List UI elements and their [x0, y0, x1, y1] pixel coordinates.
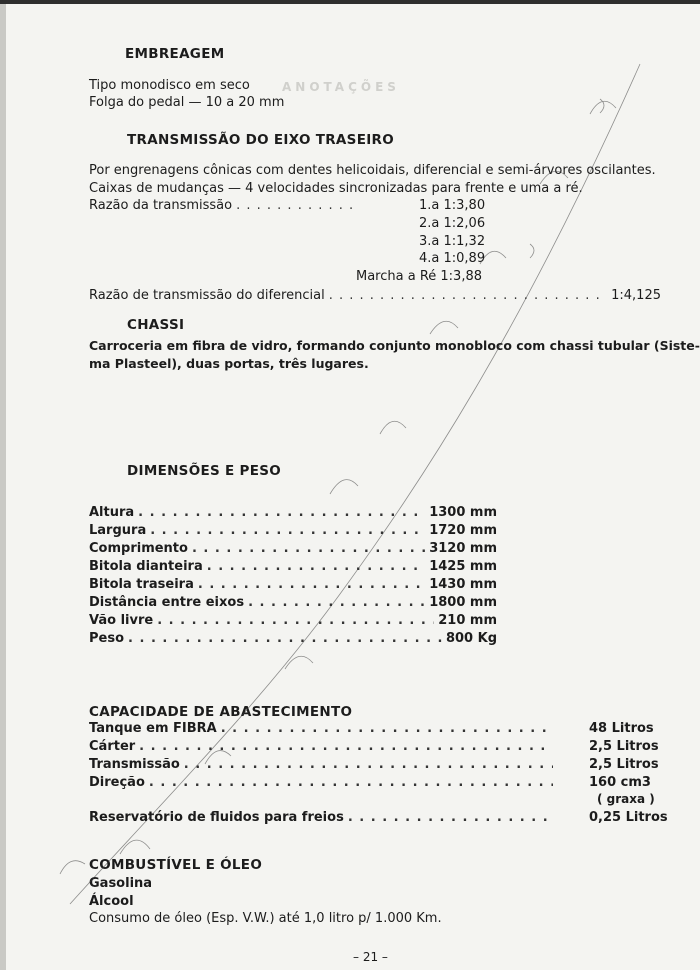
- dim-value: 800 Kg: [445, 631, 497, 646]
- embreagem-folga: Folga do pedal — 10 a 20 mm: [89, 95, 285, 110]
- dim-value: 1800 mm: [429, 595, 497, 610]
- transmissao-line-1: Por engrenagens cônicas com dentes helicoidais, diferencial e semi-árvores oscilantes.: [89, 163, 656, 178]
- dim-label: Bitola traseira: [89, 577, 194, 592]
- dim-label: Peso: [89, 631, 125, 646]
- cap-label: Reservatório de fluidos para freios: [89, 810, 344, 825]
- ratio-2: 2.a 1:2,06: [419, 216, 486, 231]
- dim-value: 1430 mm: [429, 577, 497, 592]
- cap-label: Cárter: [89, 739, 136, 754]
- dim-value: 1425 mm: [429, 559, 497, 574]
- ratio-reverse: Marcha a Ré 1:3,88: [356, 269, 483, 284]
- dim-value: 3120 mm: [429, 541, 497, 556]
- combustivel-gasolina: Gasolina: [89, 876, 153, 891]
- cap-value: 0,25 Litros: [589, 810, 668, 825]
- watermark-strokes: [0, 4, 700, 970]
- dim-label: Bitola dianteira: [89, 559, 203, 574]
- cap-value: 48 Litros: [589, 721, 654, 736]
- embreagem-heading: EMBREAGEM: [125, 46, 225, 62]
- ratio-4: 4.a 1:0,89: [419, 251, 486, 266]
- combustivel-heading: COMBUSTÍVEL E ÓLEO: [89, 857, 263, 873]
- graxa-note: ( graxa ): [597, 792, 655, 806]
- embreagem-tipo: Tipo monodisco em seco: [89, 78, 250, 93]
- combustivel-alcool: Álcool: [89, 894, 134, 909]
- dim-label: Distância entre eixos: [89, 595, 245, 610]
- cap-label: Transmissão: [89, 757, 180, 772]
- dim-label: Largura: [89, 523, 147, 538]
- dim-value: 1720 mm: [429, 523, 497, 538]
- cap-value: 2,5 Litros: [589, 739, 659, 754]
- cap-label: Direção: [89, 775, 145, 790]
- dim-value: 210 mm: [438, 613, 497, 628]
- capacidade-heading: CAPACIDADE DE ABASTECIMENTO: [89, 704, 353, 720]
- combustivel-consumo: Consumo de óleo (Esp. V.W.) até 1,0 litro p/ 1.000 Km.: [89, 911, 442, 926]
- diferencial-label: Razão de transmissão do diferencial: [89, 288, 325, 303]
- ratio-3: 3.a 1:1,32: [419, 234, 486, 249]
- cap-value: 160 cm3: [589, 775, 651, 790]
- chassi-heading: CHASSI: [127, 317, 185, 333]
- ghost-heading: ANOTAÇÕES: [282, 80, 400, 94]
- dim-value: 1300 mm: [429, 505, 497, 520]
- cap-label: Tanque em FIBRA: [89, 721, 217, 736]
- dim-label: Altura: [89, 505, 135, 520]
- razao-transmissao-label: Razão da transmissão: [89, 198, 233, 213]
- dim-label: Comprimento: [89, 541, 188, 556]
- dim-label: Vão livre: [89, 613, 154, 628]
- ratio-1: 1.a 1:3,80: [419, 198, 486, 213]
- transmissao-heading: TRANSMISSÃO DO EIXO TRASEIRO: [127, 132, 395, 148]
- transmissao-line-2: Caixas de mudanças — 4 velocidades sincronizadas para frente e uma a ré.: [89, 181, 583, 196]
- diferencial-value: 1:4,125: [611, 288, 661, 303]
- chassi-line-2: ma Plasteel), duas portas, três lugares.: [89, 356, 369, 371]
- page-number: – 21 –: [353, 950, 388, 964]
- dimensoes-heading: DIMENSÕES E PESO: [127, 463, 282, 479]
- cap-value: 2,5 Litros: [589, 757, 659, 772]
- chassi-line-1: Carroceria em fibra de vidro, formando conjunto monobloco com chassi tubular (Siste-: [89, 338, 700, 353]
